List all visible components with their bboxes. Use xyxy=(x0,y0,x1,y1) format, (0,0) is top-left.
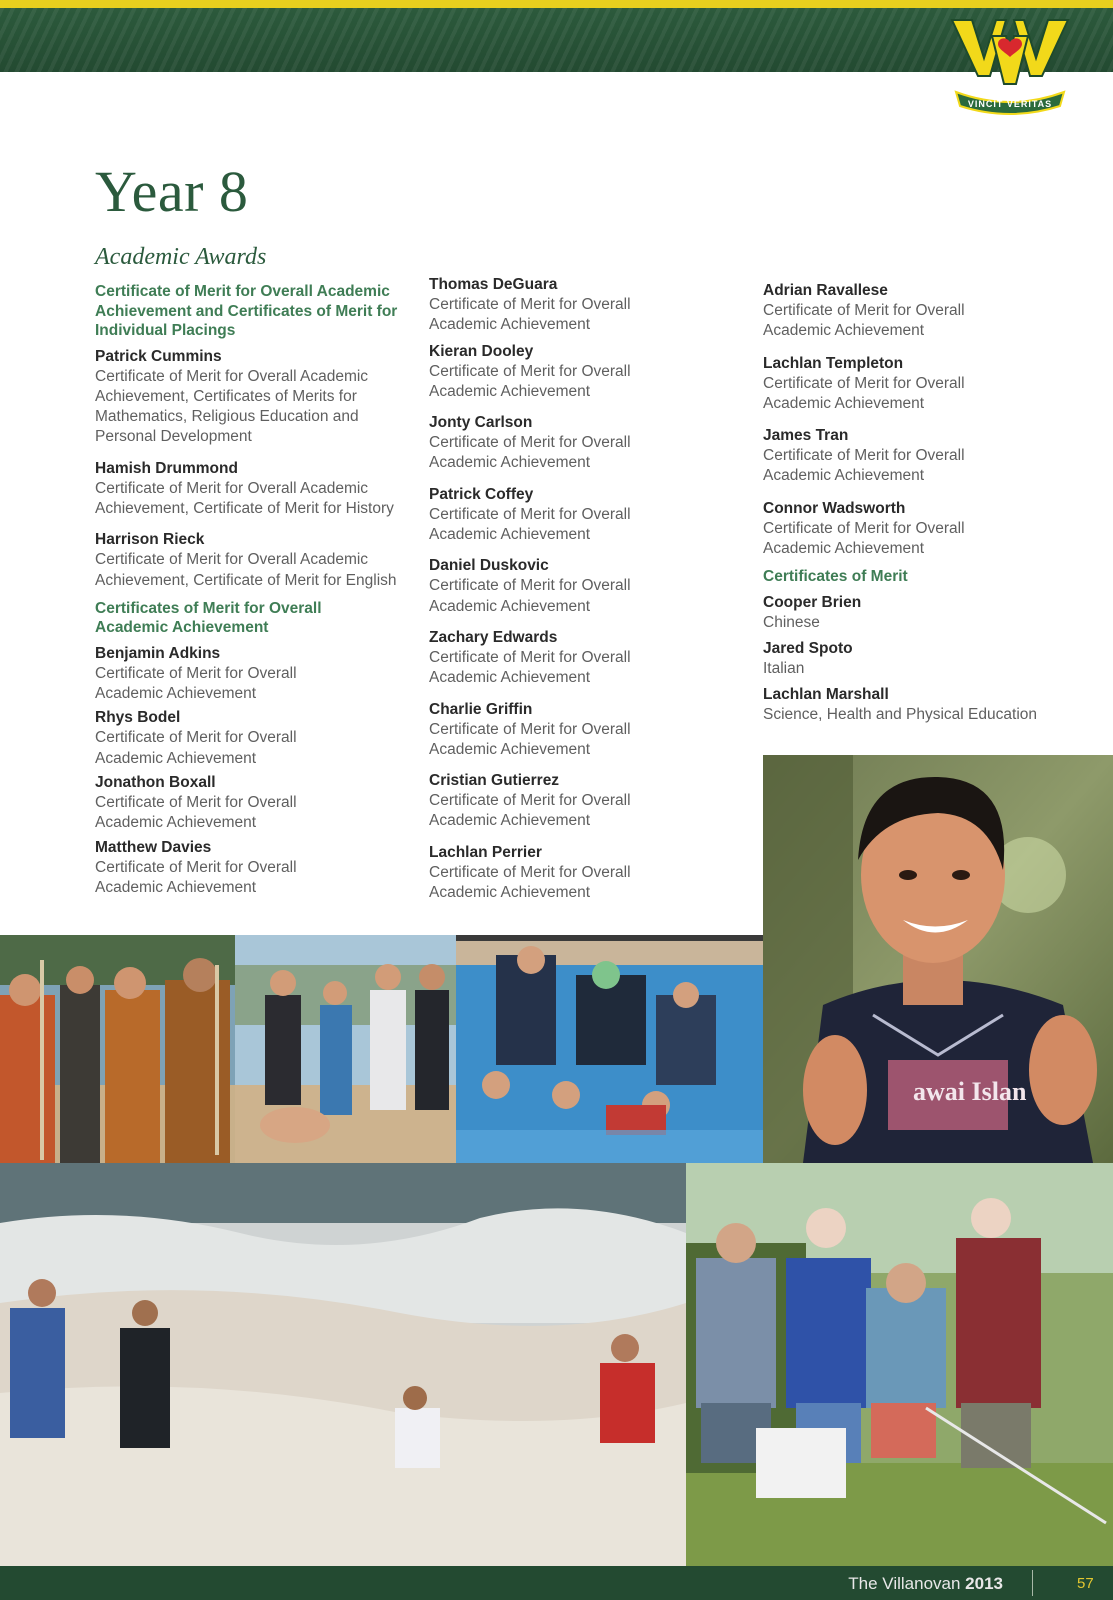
award-description: Certificate of Merit for Overall Academic Achievement xyxy=(95,794,297,832)
award-entry xyxy=(763,593,1063,633)
photo-boy-thumbs-up xyxy=(763,755,1113,1163)
award-description: Certificate of Merit for Overall Academic Achievement xyxy=(763,302,965,340)
student-name: Matthew Davies xyxy=(95,838,212,856)
student-name: Patrick Coffey xyxy=(429,485,534,503)
publication-year: 2013 xyxy=(965,1574,1003,1593)
award-description: Certificate of Merit for Overall Academic Achievement xyxy=(429,296,631,334)
award-entry xyxy=(95,347,405,448)
student-name: Harrison Rieck xyxy=(95,531,205,549)
photo-kayak-group xyxy=(0,935,235,1163)
award-description: Certificate of Merit for Overall Academic Achievement xyxy=(763,374,965,412)
photo-pool-group xyxy=(456,935,763,1163)
award-description: Certificate of Merit for Overall Academic Achievement, Certificate of Merit for English xyxy=(95,551,397,589)
publication-name: The Villanovan xyxy=(848,1574,961,1593)
student-name: Rhys Bodel xyxy=(95,709,181,727)
award-entry xyxy=(763,354,1063,415)
award-entry xyxy=(429,700,639,761)
student-name: Cooper Brien xyxy=(763,593,862,611)
student-name: Zachary Edwards xyxy=(429,628,558,646)
page-number: 57 xyxy=(1077,1575,1094,1592)
award-description: Certificate of Merit for Overall Academic Achievement xyxy=(429,362,631,400)
footer-band xyxy=(0,1566,1113,1600)
award-entry xyxy=(763,281,1063,342)
award-entry xyxy=(95,773,405,834)
student-name: Cristian Gutierrez xyxy=(429,772,560,790)
award-description: Italian xyxy=(763,660,805,678)
award-entry xyxy=(763,426,1063,487)
student-name: Connor Wadsworth xyxy=(763,499,906,517)
student-name: Patrick Cummins xyxy=(95,347,222,365)
student-name: Jonty Carlson xyxy=(429,414,533,432)
award-description: Certificate of Merit for Overall Academic Achievement, Certificate of Merit for History xyxy=(95,479,394,517)
photo-beach-group xyxy=(235,935,456,1163)
award-entry xyxy=(429,628,639,689)
header-band xyxy=(0,8,1113,72)
award-entry xyxy=(429,342,639,403)
student-name: James Tran xyxy=(763,427,849,445)
award-entry xyxy=(95,708,405,769)
award-description: Certificate of Merit for Overall Academic Achievement xyxy=(429,720,631,758)
award-description: Certificate of Merit for Overall Academic Achievement xyxy=(95,729,297,767)
award-category-heading: Certificate of Merit for Overall Academic Achievement and Certificates of Merit for Individual Placings xyxy=(95,283,398,339)
photo-surf xyxy=(0,1163,686,1566)
student-name: Daniel Duskovic xyxy=(429,557,549,575)
student-name: Hamish Drummond xyxy=(95,459,238,477)
award-entry xyxy=(763,639,1063,679)
award-entry xyxy=(763,499,1063,560)
award-entry xyxy=(429,843,639,904)
award-description: Certificate of Merit for Overall Academic Achievement xyxy=(95,664,297,703)
student-name: Kieran Dooley xyxy=(429,342,534,360)
award-entry xyxy=(95,530,405,591)
award-description: Certificate of Merit for Overall Academic Achievement, Certificates of Merits for Mathematics, Religious Education and Personal Development xyxy=(95,367,369,446)
award-description: Certificate of Merit for Overall Academic Achievement xyxy=(429,577,631,615)
award-description: Certificate of Merit for Overall Academic Achievement xyxy=(763,519,965,558)
award-entry xyxy=(763,685,1063,725)
award-entry xyxy=(429,485,639,546)
award-description: Certificate of Merit for Overall Academic Achievement xyxy=(429,863,631,902)
award-category-heading: Certificates of Merit for Overall Academic Achievement xyxy=(95,599,322,637)
award-entry xyxy=(95,644,405,705)
award-entry xyxy=(429,556,639,617)
student-name: Benjamin Adkins xyxy=(95,644,221,662)
award-description: Certificate of Merit for Overall Academic Achievement xyxy=(763,447,965,485)
section-heading: Academic Awards xyxy=(95,244,267,270)
student-name: Lachlan Marshall xyxy=(763,686,889,704)
student-name: Lachlan Perrier xyxy=(429,843,542,861)
award-description: Chinese xyxy=(763,613,820,631)
award-category-heading: Certificates of Merit xyxy=(763,568,908,586)
award-entry xyxy=(429,413,639,474)
award-description: Certificate of Merit for Overall Academic Achievement xyxy=(429,792,631,830)
award-description: Certificate of Merit for Overall Academic Achievement xyxy=(429,648,631,687)
student-name: Jared Spoto xyxy=(763,640,853,658)
photo-sunscreen-group xyxy=(686,1163,1113,1566)
awards-column-2 xyxy=(429,275,639,909)
student-name: Thomas DeGuara xyxy=(429,276,558,293)
header-yellow-stripe xyxy=(0,0,1113,8)
awards-column-3 xyxy=(763,281,1063,732)
award-description: Science, Health and Physical Education xyxy=(763,706,1037,724)
student-name: Charlie Griffin xyxy=(429,700,533,718)
award-entry xyxy=(95,459,405,520)
student-name: Adrian Ravallese xyxy=(763,282,888,299)
award-entry xyxy=(95,838,405,899)
student-name: Jonathon Boxall xyxy=(95,774,216,792)
student-name: Lachlan Templeton xyxy=(763,354,904,372)
award-description: Certificate of Merit for Overall Academic Achievement xyxy=(429,434,631,472)
crest-motto: VINCIT VERITAS xyxy=(967,99,1053,109)
award-description: Certificate of Merit for Overall Academic Achievement xyxy=(95,858,297,896)
shirt-text: awai Islan xyxy=(913,1077,1027,1106)
footer-publication xyxy=(848,1574,1003,1594)
page-title: Year 8 xyxy=(95,159,249,224)
award-entry xyxy=(429,275,639,336)
awards-column-1 xyxy=(95,282,405,909)
footer-divider xyxy=(1032,1570,1033,1596)
school-crest-logo xyxy=(950,14,1070,116)
award-description: Certificate of Merit for Overall Academic Achievement xyxy=(429,505,631,544)
award-entry xyxy=(429,771,639,832)
